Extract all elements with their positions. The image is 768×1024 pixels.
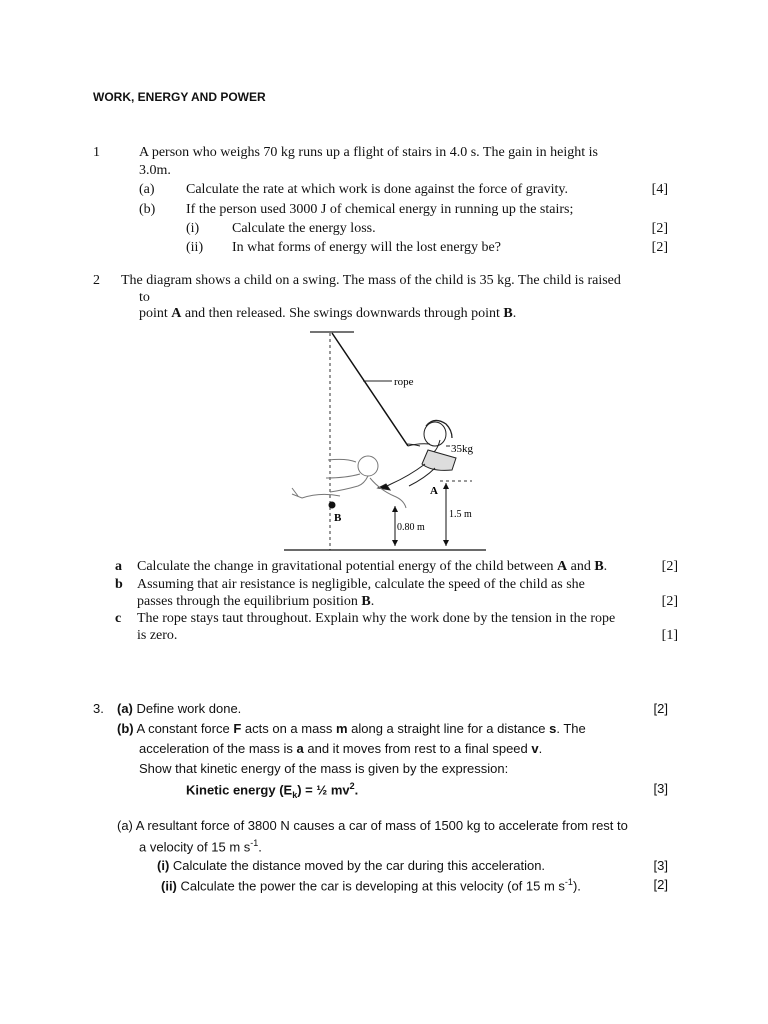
point-b-label: B: [334, 512, 342, 524]
marks: [3]: [653, 781, 668, 796]
child-at-b: [292, 456, 406, 508]
subpart-label: (ii): [186, 240, 204, 255]
question-stem-cont: to: [139, 290, 150, 305]
question-stem-line3: point A and then released. She swings downwards through point B.: [139, 306, 517, 321]
part-label: c: [115, 611, 122, 626]
subpart-label: (i): [186, 221, 200, 236]
part-b-show: Show that kinetic energy of the mass is given by the expression:: [139, 761, 509, 776]
question-number: 2: [93, 273, 100, 288]
part-text: The rope stays taut throughout. Explain why the work done by the tension in the rope: [137, 611, 616, 626]
part-a: (a) Define work done.: [117, 701, 242, 716]
part-text-cont: passes through the equilibrium position B.: [137, 594, 375, 609]
swing-diagram: [280, 328, 490, 554]
part-text-cont: is zero.: [137, 628, 178, 643]
subpart-text: In what forms of energy will the lost energy be?: [232, 240, 501, 255]
question-number: 3.: [93, 701, 104, 716]
height-b-label: 0.80 m: [397, 522, 425, 533]
rope: [332, 333, 408, 446]
marks: [2]: [661, 559, 678, 574]
part-text: If the person used 3000 J of chemical energy in running up the stairs;: [186, 202, 574, 217]
point-b-marker: [329, 502, 336, 509]
part-label: a: [115, 559, 122, 574]
kinetic-energy-expression: Kinetic energy $(E_k)$ = ½ $mv^2$.: [186, 781, 359, 800]
marks: [2]: [651, 221, 668, 236]
part-label: (b): [139, 202, 156, 217]
child-at-a: [378, 420, 456, 490]
part-label: b: [115, 577, 123, 592]
part-b: (b) A constant force F acts on a mass m along a straight line for a distance s. The: [117, 721, 586, 736]
question-stem-cont: 3.0m.: [139, 163, 171, 178]
page-title: WORK, ENERGY AND POWER: [93, 90, 266, 104]
marks: [4]: [651, 182, 668, 197]
question-number: 1: [93, 145, 100, 160]
marks: [3]: [653, 858, 668, 873]
height-a-label: 1.5 m: [449, 509, 472, 520]
question-stem: A person who weighs 70 kg runs up a flight of stairs in 4.0 s. The gain in height is: [139, 145, 598, 160]
part-c: (a) A resultant force of 3800 N causes a car of mass of 1500 kg to accelerate from rest to: [117, 818, 628, 833]
part-b-cont: acceleration of the mass is a and it moves from rest to a final speed v.: [139, 741, 543, 756]
part-text: Calculate the rate at which work is done against the force of gravity.: [186, 182, 569, 197]
marks: [2]: [653, 701, 668, 716]
part-c-cont: a velocity of 15 m $s^{-1}$.: [139, 838, 262, 855]
part-label: (a): [139, 182, 155, 197]
question-stem: The diagram shows a child on a swing. The mass of the child is 35 kg. The child is raised: [121, 273, 621, 288]
subpart-ii: (ii) Calculate the power the car is developing at this velocity (of 15 m $s^{-1}$).: [161, 877, 581, 894]
rope-label: rope: [394, 376, 414, 388]
point-a-label: A: [430, 485, 438, 497]
subpart-text: Calculate the energy loss.: [232, 221, 376, 236]
marks: [2]: [651, 240, 668, 255]
mass-label: 35kg: [451, 443, 473, 455]
marks: [2]: [661, 594, 678, 609]
subpart-i: (i) Calculate the distance moved by the car during this acceleration.: [157, 858, 546, 873]
part-text: Calculate the change in gravitational potential energy of the child between A and B.: [137, 559, 608, 574]
marks: [2]: [653, 877, 668, 892]
part-text: Assuming that air resistance is negligible, calculate the speed of the child as she: [137, 577, 585, 592]
marks: [1]: [661, 628, 678, 643]
